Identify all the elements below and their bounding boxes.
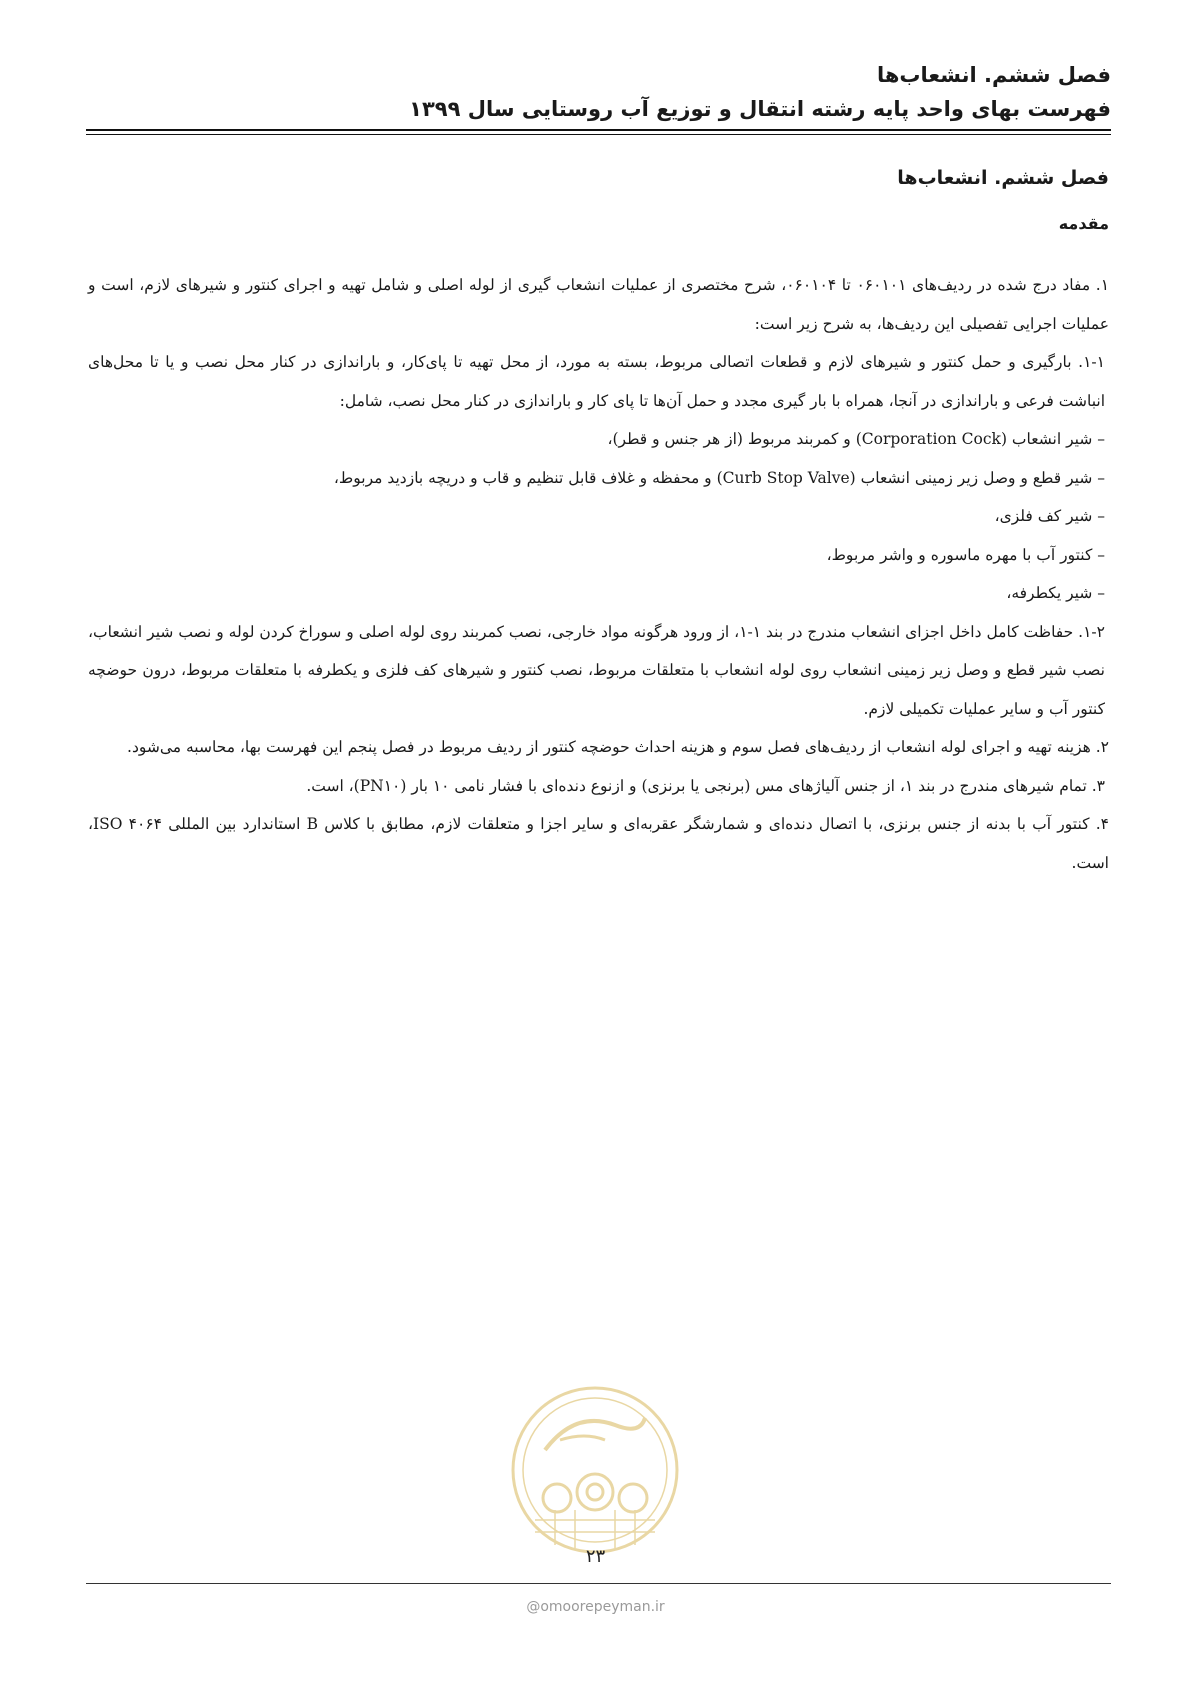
- paragraph-3: ۳. تمام شیرهای مندرج در بند ۱، از جنس آلیاژهای مس (برنجی یا برنزی) و ازنوع دنده‌ای با فشار نامی ۱۰ بار (PN۱۰)، است.: [306, 776, 1105, 795]
- page-header: [88, 58, 1111, 126]
- header-document-title: فهرست بهای واحد پایه رشته انتقال و توزیع آب روستایی سال ۱۳۹۹: [409, 97, 1111, 121]
- omoorepeyman-logo-icon: [505, 1380, 685, 1560]
- page-content: [88, 160, 1109, 882]
- bullet-item: – شیر انشعاب (Corporation Cock) و کمربند مربوط (از هر جنس و قطر)،: [607, 430, 1105, 448]
- section-title-introduction: مقدمه: [1058, 214, 1109, 233]
- watermark-url: @omoorepeyman.ir: [526, 1599, 665, 1615]
- footer-rule: [86, 1583, 1111, 1584]
- bullet-item: – کنتور آب با مهره ماسوره و واشر مربوط،: [826, 545, 1105, 564]
- paragraph-1-1: ۱-۱. بارگیری و حمل کنتور و شیرهای لازم و قطعات اتصالی مربوط، بسته به مورد، از محل تهیه تا پای‌کار، و باراندازی در کنار محل نصب و یا تا محل‌های انباشت فرعی و باراندازی در آنجا، همراه با بار گیری مجدد و حمل آن‌ها تا پای کار و باراندازی در کنار محل نصب، شامل:: [88, 353, 1105, 410]
- bullet-list: [88, 420, 1109, 613]
- header-rule-thin: [86, 134, 1111, 135]
- bullet-item: – شیر قطع و وصل زیر زمینی انشعاب (Curb Stop Valve) و محفظه و غلاف قابل تنظیم و قاب و دریچه بازدید مربوط،: [333, 468, 1105, 487]
- paragraph-2: ۲. هزینه تهیه و اجرای لوله انشعاب از ردیف‌های فصل سوم و هزینه احداث حوضچه کنتور از ردیف مربوط در فصل پنجم این فهرست بها، محاسبه می‌شود.: [127, 738, 1109, 756]
- bullet-item: – شیر کف فلزی،: [994, 507, 1105, 525]
- chapter-title: فصل ششم. انشعاب‌ها: [897, 167, 1109, 189]
- header-chapter-title: فصل ششم. انشعاب‌ها: [876, 63, 1111, 87]
- bullet-item: – شیر یکطرفه،: [1006, 584, 1105, 602]
- paragraph-4: ۴. کنتور آب با بدنه از جنس برنزی، با اتصال دنده‌ای و شمارشگر عقربه‌ای و سایر اجزا و متعلقات لازم، مطابق با کلاس B استاندارد بین المللی ISO ۴۰۶۴، است.: [88, 815, 1109, 872]
- page-number: ۲۳: [585, 1546, 606, 1567]
- header-rule-thick: [86, 129, 1111, 131]
- paragraph-1-2: ۱-۲. حفاظت کامل داخل اجزای انشعاب مندرج در بند ۱-۱، از ورود هرگونه مواد خارجی، نصب کمربند روی لوله اصلی و سوراخ کردن لوله و نصب شیر انشعاب، نصب شیر قطع و وصل زیر زمینی انشعاب روی لوله انشعاب با متعلقات مربوط، نصب کنتور و شیرهای کف فلزی و یکطرفه با متعلقات مربوط، درون حوضچه کنتور آب و سایر عملیات تکمیلی لازم.: [88, 622, 1105, 718]
- paragraph-1: ۱. مفاد درج شده در ردیف‌های ۰۶۰۱۰۱ تا ۰۶۰۱۰۴، شرح مختصری از عملیات انشعاب گیری از لوله اصلی و شامل تهیه و اجرای کنتور و شیرهای لازم، است و عملیات اجرایی تفصیلی این ردیف‌ها، به شرح زیر است:: [88, 276, 1110, 333]
